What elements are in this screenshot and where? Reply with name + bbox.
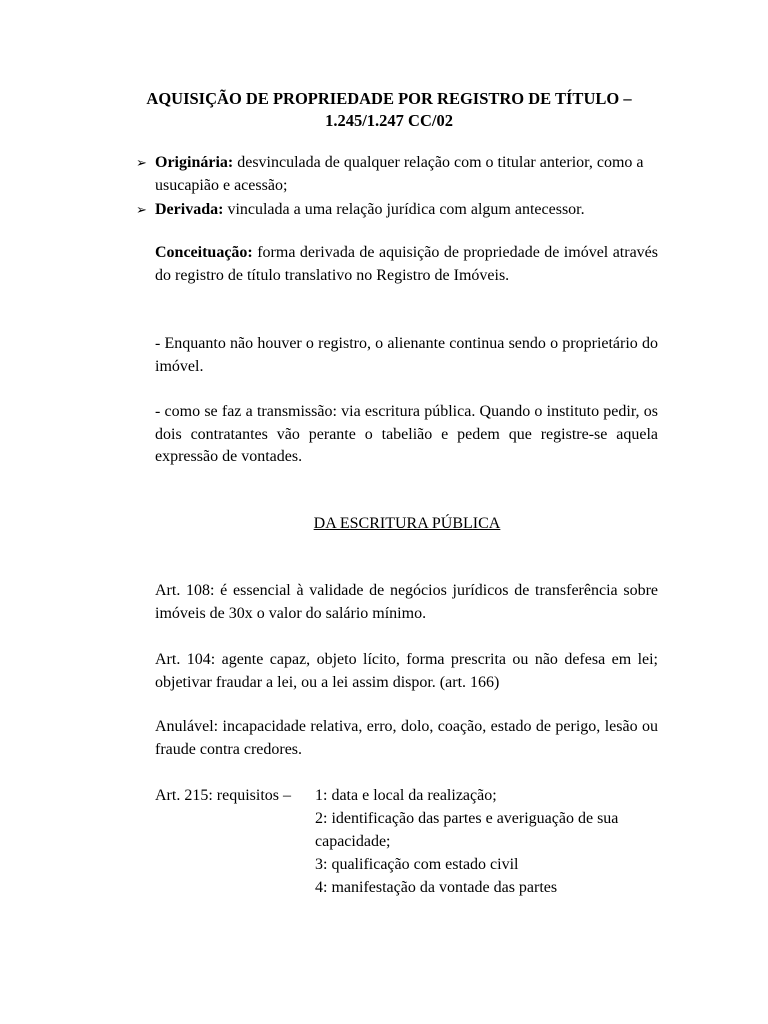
paragraph-anulavel: Anulável: incapacidade relativa, erro, dolo, coação, estado de perigo, lesão ou fraude contra credores. <box>155 718 658 758</box>
acquisition-types-list <box>136 152 670 224</box>
term-originaria: Originária: <box>155 154 234 171</box>
conceituacao-paragraph <box>155 242 658 287</box>
document-title <box>100 88 678 132</box>
requisito-item: 3: qualificação com estado civil <box>315 856 519 873</box>
title-line-2: 1.245/1.247 CC/02 <box>325 111 453 130</box>
arrowhead-bullet-icon: ➢ <box>136 155 147 170</box>
list-item-originaria <box>136 152 670 197</box>
art-215-requisitos <box>155 784 665 899</box>
term-conceituacao: Conceituação: <box>155 244 253 261</box>
list-item-derivada <box>136 199 670 222</box>
term-derivada: Derivada: <box>155 201 224 218</box>
arrowhead-bullet-icon: ➢ <box>136 202 147 217</box>
requisitos-list <box>315 784 665 899</box>
paragraph-transmissao: - como se faz a transmissão: via escritura pública. Quando o instituto pedir, os dois contratantes vão perante o tabelião e pedem que registre-se aquela expressão de vontades. <box>155 403 658 465</box>
section-heading: DA ESCRITURA PÚBLICA <box>313 515 501 532</box>
paragraph-art-104: Art. 104: agente capaz, objeto lícito, forma prescrita ou não defesa em lei; objetivar fraudar a lei, ou a lei assim dispor. (art. 166) <box>155 651 658 691</box>
requisito-item: 4: manifestação da vontade das partes <box>315 879 558 896</box>
requisitos-label: Art. 215: requisitos – <box>155 787 291 804</box>
title-line-1: AQUISIÇÃO DE PROPRIEDADE POR REGISTRO DE TÍTULO – <box>146 89 632 108</box>
requisito-item: 2: identificação das partes e averiguação de sua capacidade; <box>315 810 619 850</box>
text-originaria: desvinculada de qualquer relação com o titular anterior, como a usucapião e acessão; <box>155 154 644 194</box>
requisito-item: 1: data e local da realização; <box>315 787 497 804</box>
paragraph-registro: - Enquanto não houver o registro, o alienante continua sendo o proprietário do imóvel. <box>155 335 658 375</box>
paragraph-art-108: Art. 108: é essencial à validade de negócios jurídicos de transferência sobre imóveis de 30x o valor do salário mínimo. <box>155 582 658 622</box>
text-conceituacao: forma derivada de aquisição de propriedade de imóvel através do registro de título translativo no Registro de Imóveis. <box>155 244 658 284</box>
text-derivada: vinculada a uma relação jurídica com algum antecessor. <box>223 201 585 218</box>
